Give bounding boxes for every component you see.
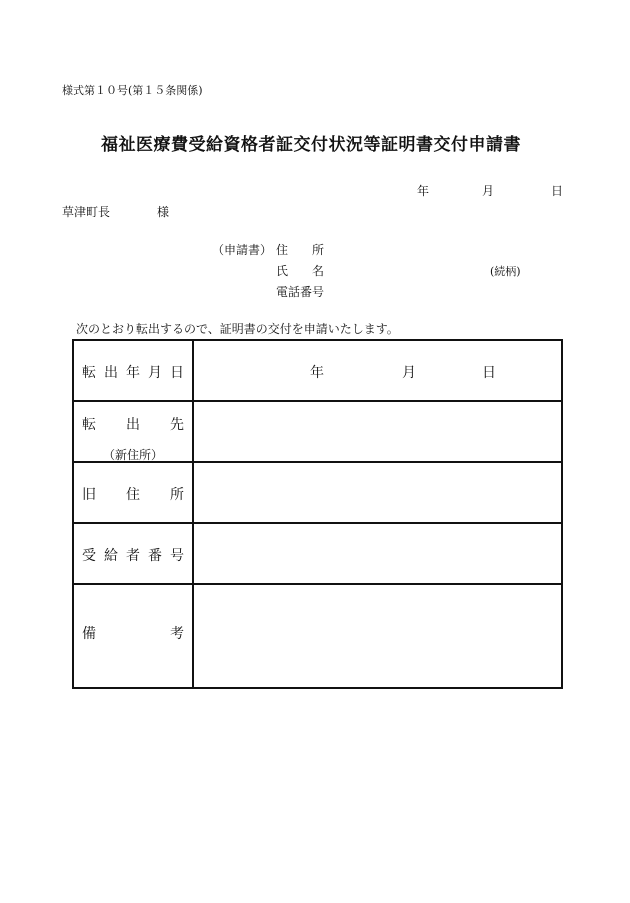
page-title: 福祉医療費受給資格者証交付状況等証明書交付申請書	[101, 135, 521, 155]
label-char: 受	[82, 548, 96, 564]
date-year-label: 年	[417, 184, 430, 198]
seal-note: (続柄)	[490, 265, 521, 278]
label-char: 旧	[82, 487, 96, 503]
label-char: 出	[104, 365, 118, 381]
moving-out-day-label: 日	[482, 365, 496, 381]
applicant-address-label: 住 所	[276, 243, 325, 257]
value-old-address[interactable]	[194, 463, 561, 524]
label-remarks	[74, 585, 194, 687]
applicant-label: （申請書）	[212, 243, 273, 257]
label-char: 年	[126, 365, 140, 381]
label-char: 備	[82, 626, 96, 642]
applicant-name-label: 氏 名	[276, 264, 325, 278]
label-char: 日	[170, 365, 184, 381]
label-char: 所	[170, 487, 184, 503]
label-char: 号	[170, 548, 184, 564]
value-destination[interactable]	[194, 402, 561, 463]
moving-out-year-label: 年	[310, 365, 324, 381]
addressee-honorific: 様	[157, 205, 170, 219]
value-recipient-number[interactable]	[194, 524, 561, 585]
date-month-label: 月	[482, 184, 495, 198]
application-table	[72, 339, 563, 689]
label-char: 転	[82, 365, 96, 381]
label-char: 番	[148, 548, 162, 564]
label-char: 転	[82, 417, 96, 433]
request-statement: 次のとおり転出するので、証明書の交付を申請いたします。	[76, 322, 399, 336]
label-char: 給	[104, 548, 118, 564]
label-char: 先	[170, 417, 184, 433]
label-char: 出	[126, 417, 140, 433]
label-char: 考	[170, 626, 184, 642]
applicant-phone-label: 電話番号	[276, 285, 325, 299]
label-moving-out-date	[74, 341, 194, 402]
value-remarks[interactable]	[194, 585, 561, 687]
value-moving-out-date[interactable]	[194, 341, 561, 402]
label-char: 月	[148, 365, 162, 381]
moving-out-month-label: 月	[402, 365, 416, 381]
label-new-address-note: （新住所）	[102, 448, 163, 462]
form-number: 様式第１０号(第１５条関係)	[62, 84, 203, 97]
label-old-address	[74, 463, 194, 524]
label-recipient-number	[74, 524, 194, 585]
label-char: 住	[126, 487, 140, 503]
date-day-label: 日	[551, 184, 564, 198]
label-char: 者	[126, 548, 140, 564]
addressee-name: 草津町長	[62, 205, 111, 219]
label-destination	[74, 402, 194, 463]
